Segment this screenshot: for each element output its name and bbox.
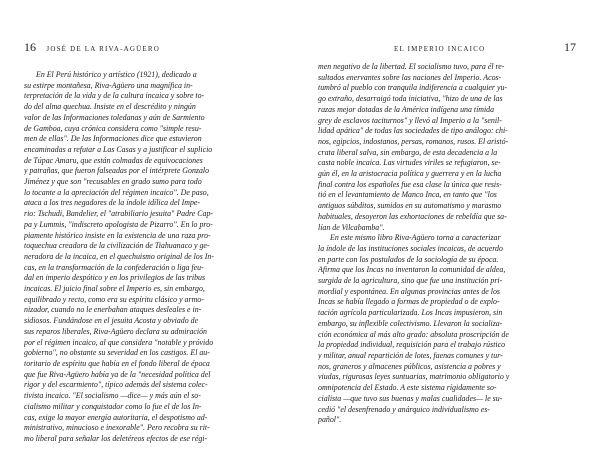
text-line: omnipotencia del Estado. A este sistema rígidamente so- <box>318 383 497 393</box>
text-line: valor de las Informaciones toledanas y aún de Sarmiento <box>24 112 205 122</box>
text-line: de Túpac Amaru, que están colmadas de equivocaciones <box>24 155 203 165</box>
text-line: rigor y del escarmiento", típico además del sistema colec- <box>24 380 208 390</box>
text-line: dal en imperio despótico y en los privilegios de las tribus <box>24 273 206 283</box>
text-line: y militar, anual repartición de lotes, faenas comunes y tur- <box>318 350 503 360</box>
text-line: pa y Lummis, "indiscreto apologista de Pizarro". En lo pro- <box>24 219 213 229</box>
running-head: JOSÉ DE LA RIVA-AGÜERO <box>46 45 160 53</box>
text-line: nizador, cuando no le enerbahan ataques desleales e in- <box>24 305 202 315</box>
running-head: EL IMPERIO INCAICO <box>394 45 486 53</box>
text-line: go extraño, desarraigó toda iniciativa, "hizo de una de las <box>318 94 503 104</box>
text-line: toritario de espíritu que había en el fondo liberal de época <box>24 358 210 368</box>
text-line: Incas se había llegado a formas de propiedad o de explo- <box>318 297 500 307</box>
text-line: tumbró al pueblo con tranquila indiferencia a cualquier yu- <box>318 83 508 93</box>
text-line: sultados enervantes sobre las naciones del Imperio. Acos- <box>318 72 502 82</box>
text-line: equilibrado y recto, como era su espíritu clásico y armo- <box>24 294 204 304</box>
text-line: Jiménez y que son "recusables en grado sumo para todo <box>24 177 202 187</box>
text-line: embargo, su inflexible colectivismo. Llevaron la socializa- <box>318 318 503 328</box>
text-line: terpretación de la vida y de la cultura incaica y sobre to- <box>24 91 205 101</box>
text-line: ministrativo, minucioso e inexorable". Pero recobra su rit- <box>24 423 210 433</box>
left-page-header <box>24 40 280 58</box>
text-line: rio: Tschudi, Bandelier, el "atrabiliario jesuita" Padre Cap- <box>24 209 214 219</box>
text-line: pañol". <box>318 415 342 425</box>
text-line: de Gamboa, cuya crónica considera como "simple resu- <box>24 123 202 133</box>
text-line: cas, exige la mayor energía autoritaria, el despotismo ad- <box>24 412 208 422</box>
text-line: gún él, en la aristocracia política y guerrera y en la lucha <box>318 169 502 179</box>
text-line: cedió "el desenfrenado y anárquico individualismo es- <box>318 404 490 414</box>
text-line: encaminadas a refutar a Las Casas y a justificar el suplicio <box>24 144 213 154</box>
text-line: lían de Vilcabamba". <box>318 222 385 232</box>
text-line: piamente histórico insiste en la existencia de una raza pro- <box>24 230 211 240</box>
text-line: incaicas. El juicio final sobre el Imperio es, sin embargo, <box>24 284 205 294</box>
text-line: ataca a los tres negadores de la índole idílica del Impe- <box>24 198 201 208</box>
text-line: habituales, desoyeron las exhortaciones de rebeldía que sa- <box>318 211 507 221</box>
text-line: gobierno", no obstante su severidad en los castigos. El au- <box>24 348 210 358</box>
text-line: su estirpe montañesa, Riva-Agüero una magnífica in- <box>24 80 193 90</box>
page-number: 16 <box>24 40 36 54</box>
text-line: cas, en la transformación de la confederación o liga feu- <box>24 262 204 272</box>
text-line: grey de esclavos taciturnos" y llevó al Imperio a la "senil- <box>318 115 502 125</box>
text-line: En este mismo libro Riva-Agüero torna a caracterizar <box>330 233 501 243</box>
text-line: sidiosos. Fundándose en el jesuita Acosta y obviado de <box>24 316 199 326</box>
text-line: surgida de la agricultura, sino que fue una institución pri- <box>318 276 503 286</box>
right-page <box>300 0 600 458</box>
text-line: toquechua creadora de la civilización de Tiahuanaco y ge- <box>24 241 210 251</box>
text-line: Afirma que los Incas no inventaron la comunidad de aldea, <box>318 265 506 275</box>
text-line: nos, graneros y almacenes públicos, asistencia a pobres y <box>318 361 501 371</box>
text-line: tación agrícola particularizada. Los Incas impusieron, sin <box>318 308 503 318</box>
text-line: viudas, rigurosas leyes suntuarias, matrimonio obligatorio y <box>318 372 510 382</box>
right-body-text <box>318 62 576 426</box>
text-line: do del alma quechua. Insiste en el descrédito y ningún <box>24 102 196 112</box>
right-page-header <box>318 40 576 58</box>
text-line: por el régimen incaico, al que considera "notable y próvido <box>24 337 214 347</box>
text-line: final contra los españoles fue esa clase la única que resis- <box>318 179 502 189</box>
text-line: neradora de la incaica, en el quechuismo original de los In- <box>24 251 214 261</box>
text-line: casta noble incaica. Las virtudes viriles se refugiaron, se- <box>318 158 501 168</box>
text-line: En El Perú histórico y artístico (1921), dedicado a <box>36 70 197 79</box>
text-line: mo liberal para señalar los deletéreos efectos de ese régi- <box>24 433 208 443</box>
text-line: en parte con los postulados de la sociología de su época. <box>318 254 499 264</box>
text-line: crata liberal salva, sin embargo, de esta decadencia a la <box>318 147 498 157</box>
text-line: sus reparos liberales, Riva-Agüero declara su admiración <box>24 326 207 336</box>
text-line: razas mejor dotadas de la América indígena una tímida <box>318 104 495 114</box>
text-line: ción económica al más alto grado: absoluta proscripción de <box>318 329 509 339</box>
text-line: lidad apática" de todas las sociedades de tipo análogo: chi- <box>318 126 508 136</box>
text-line: cialista —que tuvo sus buenas y malas cualidades— le su- <box>318 393 503 403</box>
text-line: men negativo de la libertad. El socialismo tuvo, para él re- <box>318 62 505 71</box>
text-line: la índole de las instituciones sociales incaicas, de acuerdo <box>318 243 503 253</box>
text-line: men de ellas". De las Informaciones dice que estuvieron <box>24 134 202 144</box>
text-line: antiguos súbditos, sumidos en su automatismo y marasmo <box>318 201 502 211</box>
text-line: la propiedad individual, requisición para el trabajo rústico <box>318 340 506 350</box>
left-body-text <box>24 70 280 445</box>
text-line: que fue Riva-Agüero había ya de la "necesidad política del <box>24 369 211 379</box>
text-line: nos, egipcios, indostanos, persas, romanos, rusos. El aristó- <box>318 136 509 146</box>
text-line: tió en el levantamiento de Manco Inca, en tanto que "los <box>318 190 497 200</box>
text-line: y patrañas, que fueron falseadas por el intérprete Gonzalo <box>24 166 210 176</box>
text-line: lo tocante a la apreciación del régimen incaico". De paso, <box>24 187 209 197</box>
text-line: cialismo militar y conquistador como lo fue el de los In- <box>24 401 202 411</box>
text-line: tivista incaico. "El socialismo —dice— y más aún el so- <box>24 391 201 401</box>
text-line: mordial y espontánea. En algunas provincias antes de los <box>318 286 500 296</box>
page-number: 17 <box>564 40 576 54</box>
